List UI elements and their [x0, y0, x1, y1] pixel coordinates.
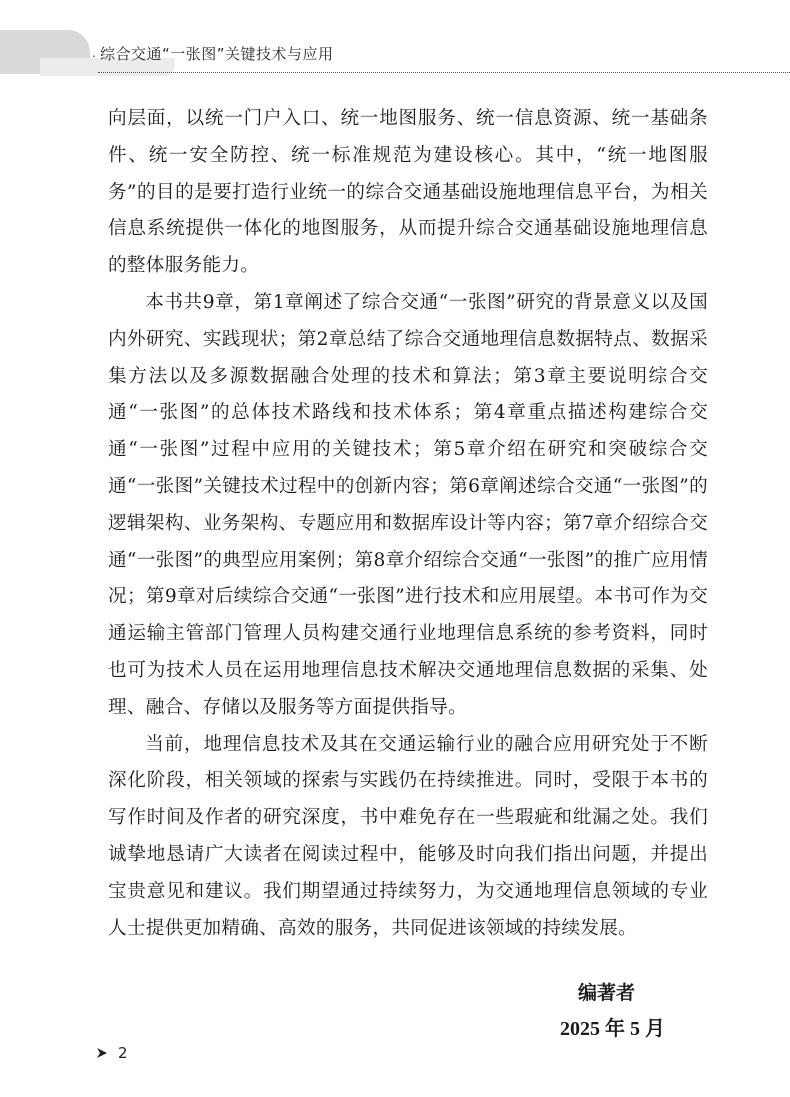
paragraph-2: 本书共9章，第1章阐述了综合交通“一张图”研究的背景意义以及国内外研究、实践现状；第2章总结了综合交通地理信息数据特点、数据采集方法以及多源数据融合处理的技术和算法；第3章主要说明综合交通“一张图”的总体技术路线和技术体系；第4章重点描述构建综合交通“一张图”过程中应用的关键技术；第5章介绍在研究和突破综合交通“一张图”关键技术过程中的创新内容；第6章阐述综合交通“一张图”的逻辑架构、业务架构、专题应用和数据库设计等内容；第7章介绍综合交通“一张图”的典型应用案例；第8章介绍综合交通“一张图”的推广应用情况；第9章对后续综合交通“一张图”进行技术和应用展望。本书可作为交通运输主管部门管理人员构建交通行业地理信息系统的参考资料，同时也可为技术人员在运用地理信息技术解决交通地理信息数据的采集、处理、融合、存储以及服务等方面提供指导。	[108, 291, 708, 718]
running-header-title: 综合交通“一张图”关键技术与应用	[100, 45, 334, 63]
page-number: 2	[118, 1044, 128, 1062]
paragraph-1: 向层面，以统一门户入口、统一地图服务、统一信息资源、统一基础条件、统一安全防控、统一标准规范为建设核心。其中，“统一地图服务”的目的是要打造行业统一的综合交通基础设施地理信息平台，为相关信息系统提供一体化的地图服务，从而提升综合交通基础设施地理信息的整体服务能力。	[108, 108, 708, 277]
signature-author: 编著者	[578, 982, 636, 1004]
arrow-right-icon	[96, 1047, 108, 1059]
signature-date: 2025 年 5 月	[560, 1018, 665, 1040]
body-text	[108, 101, 708, 947]
header-bullet-icon: .	[92, 46, 96, 60]
header-divider	[98, 72, 790, 73]
paragraph-3: 当前，地理信息技术及其在交通运输行业的融合应用研究处于不断深化阶段，相关领域的探索与实践仍在持续推进。同时，受限于本书的写作时间及作者的研究深度，书中难免存在一些瑕疵和纰漏之处。我们诚挚地恳请广大读者在阅读过程中，能够及时向我们指出问题，并提出宝贵意见和建议。我们期望通过持续努力，为交通地理信息领域的专业人士提供更加精确、高效的服务，共同促进该领域的持续发展。	[108, 733, 708, 939]
